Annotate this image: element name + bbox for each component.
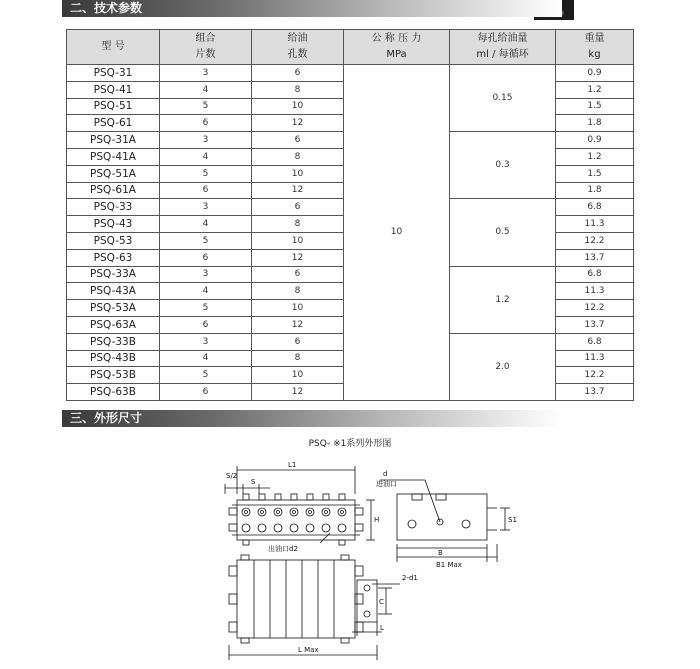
cell-model: PSQ-61A — [67, 182, 160, 199]
cell-outlets: 6 — [252, 199, 344, 216]
cell-groups: 3 — [160, 132, 252, 149]
cell-groups: 4 — [160, 283, 252, 300]
cell-outlets: 12 — [252, 249, 344, 266]
cell-model: PSQ-33B — [67, 333, 160, 350]
drawing-title: PSQ- ※1系列外形图 — [308, 439, 392, 449]
cell-model: PSQ-43B — [67, 350, 160, 367]
label-d1: 2-d1 — [402, 574, 418, 582]
cell-groups: 6 — [160, 384, 252, 401]
cell-groups: 3 — [160, 65, 252, 82]
cell-model: PSQ-31 — [67, 65, 160, 82]
section-header-technical-params: 二、技术参数 — [62, 0, 562, 17]
front-view-outlets-upper — [242, 508, 346, 516]
top-view-section-lines — [254, 560, 334, 638]
label-lmax: L Max — [298, 646, 319, 654]
cell-weight: 11.3 — [556, 283, 634, 300]
cell-groups: 4 — [160, 216, 252, 233]
cell-weight: 0.9 — [556, 65, 634, 82]
front-view-outlets-lower — [242, 524, 346, 532]
cell-outlets: 10 — [252, 367, 344, 384]
cell-model: PSQ-61 — [67, 115, 160, 132]
header-weight: 重量 kg — [556, 30, 634, 65]
cell-weight: 11.3 — [556, 350, 634, 367]
label-s1: S1 — [508, 516, 517, 524]
cell-weight: 1.8 — [556, 115, 634, 132]
cell-weight: 12.2 — [556, 300, 634, 317]
label-l: L — [380, 624, 384, 632]
front-view-top-studs — [243, 494, 345, 500]
cell-weight: 13.7 — [556, 384, 634, 401]
cell-groups: 6 — [160, 182, 252, 199]
label-s2: S/2 — [226, 472, 238, 480]
cell-weight: 1.5 — [556, 165, 634, 182]
cell-model: PSQ-63 — [67, 249, 160, 266]
front-view-body — [237, 500, 355, 540]
cell-weight: 1.5 — [556, 98, 634, 115]
cell-groups: 4 — [160, 81, 252, 98]
header-model: 型 号 — [67, 30, 160, 65]
cell-weight: 6.8 — [556, 266, 634, 283]
top-view-body — [237, 560, 355, 638]
cell-outlets: 6 — [252, 132, 344, 149]
cell-groups: 4 — [160, 148, 252, 165]
cell-groups: 5 — [160, 300, 252, 317]
header-pressure: 公 称 压 力 MPa — [344, 30, 450, 65]
cell-model: PSQ-43A — [67, 283, 160, 300]
cell-model: PSQ-41 — [67, 81, 160, 98]
cell-groups: 5 — [160, 232, 252, 249]
cell-output: 0.5 — [450, 199, 556, 266]
cell-outlets: 8 — [252, 283, 344, 300]
cell-model: PSQ-51A — [67, 165, 160, 182]
cell-model: PSQ-63A — [67, 316, 160, 333]
cell-groups: 6 — [160, 316, 252, 333]
cell-output: 0.3 — [450, 132, 556, 199]
cell-weight: 1.2 — [556, 148, 634, 165]
label-c: C — [379, 598, 384, 606]
cell-outlets: 6 — [252, 333, 344, 350]
cell-outlets: 12 — [252, 115, 344, 132]
cell-weight: 11.3 — [556, 216, 634, 233]
cell-groups: 5 — [160, 367, 252, 384]
label-b1: B1 Max — [436, 561, 462, 569]
cell-groups: 3 — [160, 199, 252, 216]
cell-groups: 4 — [160, 350, 252, 367]
cell-model: PSQ-63B — [67, 384, 160, 401]
cell-model: PSQ-33 — [67, 199, 160, 216]
cell-outlets: 6 — [252, 65, 344, 82]
side-view-body — [397, 494, 487, 540]
cell-weight: 12.2 — [556, 367, 634, 384]
cell-outlets: 10 — [252, 165, 344, 182]
cell-weight: 13.7 — [556, 316, 634, 333]
cell-groups: 3 — [160, 333, 252, 350]
label-h: H — [374, 516, 380, 524]
header-outlets: 给油 孔数 — [252, 30, 344, 65]
cell-model: PSQ-33A — [67, 266, 160, 283]
cell-output: 0.15 — [450, 65, 556, 132]
cell-groups: 6 — [160, 249, 252, 266]
cell-groups: 6 — [160, 115, 252, 132]
cell-model: PSQ-51 — [67, 98, 160, 115]
cell-weight: 12.2 — [556, 232, 634, 249]
label-outlet: 出油口d2 — [268, 545, 298, 553]
cell-groups: 3 — [160, 266, 252, 283]
cell-model: PSQ-53 — [67, 232, 160, 249]
cell-model: PSQ-53B — [67, 367, 160, 384]
cell-outlets: 12 — [252, 384, 344, 401]
cell-groups: 5 — [160, 165, 252, 182]
cell-model: PSQ-31A — [67, 132, 160, 149]
cell-outlets: 8 — [252, 81, 344, 98]
label-s: S — [251, 478, 256, 486]
section-header-dimensions: 三、外形尺寸 — [62, 410, 562, 427]
cell-outlets: 10 — [252, 232, 344, 249]
cell-outlets: 6 — [252, 266, 344, 283]
cell-model: PSQ-41A — [67, 148, 160, 165]
cell-weight: 13.7 — [556, 249, 634, 266]
label-d: d — [383, 470, 388, 478]
cell-weight: 1.2 — [556, 81, 634, 98]
header-output: 每孔给油量 ml / 每循环 — [450, 30, 556, 65]
label-l1: L1 — [288, 461, 297, 469]
cell-groups: 5 — [160, 98, 252, 115]
cell-model: PSQ-43 — [67, 216, 160, 233]
cell-weight: 1.8 — [556, 182, 634, 199]
cell-output: 2.0 — [450, 333, 556, 400]
cell-outlets: 12 — [252, 316, 344, 333]
cell-pressure: 10 — [344, 65, 450, 401]
cell-output: 1.2 — [450, 266, 556, 333]
cell-outlets: 8 — [252, 148, 344, 165]
cell-model: PSQ-53A — [67, 300, 160, 317]
cell-outlets: 12 — [252, 182, 344, 199]
label-b: B — [438, 549, 443, 557]
cell-outlets: 10 — [252, 98, 344, 115]
label-inlet: 进油口 — [376, 480, 397, 488]
header-groups: 组合 片数 — [160, 30, 252, 65]
cell-weight: 6.8 — [556, 199, 634, 216]
cell-outlets: 10 — [252, 300, 344, 317]
cell-outlets: 8 — [252, 216, 344, 233]
cell-outlets: 8 — [252, 350, 344, 367]
cell-weight: 0.9 — [556, 132, 634, 149]
cell-weight: 6.8 — [556, 333, 634, 350]
